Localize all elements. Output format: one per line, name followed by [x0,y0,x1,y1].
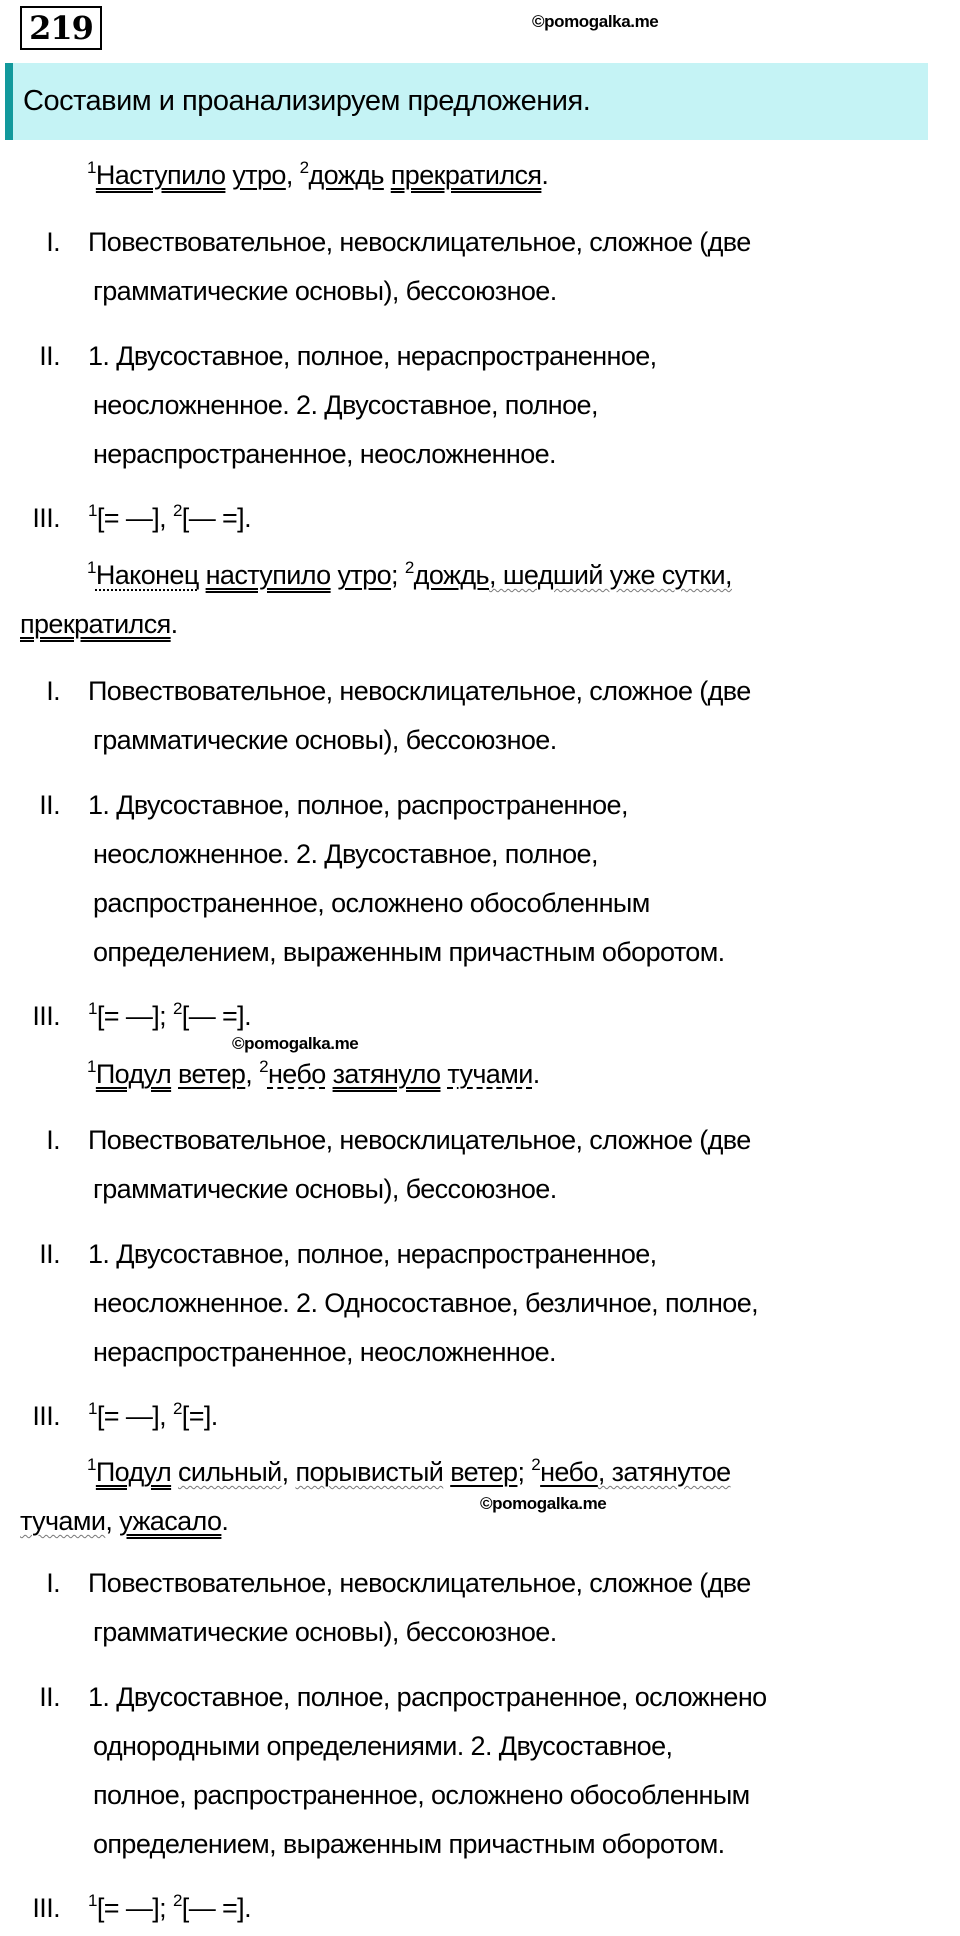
subject: утро [337,560,391,590]
attribute: сильный [178,1457,282,1487]
scheme-part: [— =]. [181,1001,251,1031]
predicate: Наступило [95,160,226,190]
subject: утро [232,160,286,190]
scheme-part: [— =]. [181,503,251,533]
scheme [88,1893,251,1924]
predicate: Подул [95,1457,172,1487]
roman-label: III. [32,503,60,533]
attribute: порывистый [295,1457,444,1487]
analysis-line: грамматические основы), бессоюзное. [93,276,557,306]
sentence-3 [87,1059,540,1090]
analysis-line: неосложненное. 2. Двусоставное, полное, [93,839,598,869]
analysis-line: грамматические основы), бессоюзное. [93,1617,557,1647]
sentence-1 [87,160,548,191]
predicate: прекратился [390,160,542,190]
object: небо [267,1059,326,1089]
punct: . [221,1506,229,1536]
scheme-part: [=]. [181,1401,218,1431]
roman-label: I. [46,1568,60,1598]
analysis-line: полное, распространенное, осложнено обособленным [93,1780,750,1810]
sentence-2 [87,560,732,591]
clause-number: 1 [88,501,97,520]
analysis-line: Повествовательное, невосклицательное, сложное (две [88,1125,751,1155]
analysis-line: определением, выраженным причастным оборотом. [93,937,725,967]
scheme-part: [— =]. [181,1893,251,1923]
punct: . [532,1059,540,1089]
adverbial: Наконец [95,560,199,590]
punct: , [245,1059,260,1089]
analysis-line: распространенное, осложнено обособленным [93,888,650,918]
analysis-line: Повествовательное, невосклицательное, сложное (две [88,1568,751,1598]
analysis-line: грамматические основы), бессоюзное. [93,1174,557,1204]
object: тучами [447,1059,533,1089]
subject: небо [540,1457,598,1487]
watermark: ©pomogalka.me [232,1034,359,1053]
predicate: прекратился [20,609,171,639]
clause-number: 2 [172,501,182,520]
analysis-line: Повествовательное, невосклицательное, сложное (две [88,227,751,257]
scheme-part: [= —], [96,503,173,533]
punct: ; [391,560,405,590]
analysis-line: 1. Двусоставное, полное, распространенное, осложнено [88,1682,767,1712]
clause-number: 1 [88,999,97,1018]
analysis-line: однородными определениями. 2. Двусоставное, [93,1731,673,1761]
punct: , [285,160,293,190]
roman-label: III. [32,1001,60,1031]
subject: ветер [450,1457,518,1487]
clause-number: 1 [87,158,96,177]
clause-number: 1 [88,1891,97,1910]
participial-phrase: , шедший уже сутки, [489,560,732,590]
analysis-line: 1. Двусоставное, полное, нераспространенное, [88,341,657,371]
clause-number: 2 [172,1399,182,1418]
watermark: ©pomogalka.me [532,12,659,31]
analysis-line: грамматические основы), бессоюзное. [93,725,557,755]
clause-number: 2 [404,558,414,577]
clause-number: 2 [172,999,182,1018]
clause-number: 2 [531,1455,541,1474]
punct: . [541,160,549,190]
instruction-banner [5,63,928,140]
analysis-line: 1. Двусоставное, полное, распространенное, [88,790,628,820]
analysis-line: неосложненное. 2. Односоставное, безличное, полное, [93,1288,759,1318]
banner-stripe [5,63,13,140]
sentence-4-cont [20,1506,228,1537]
subject: дождь [308,160,384,190]
participial-phrase: тучами [20,1506,106,1536]
watermark: ©pomogalka.me [480,1494,607,1513]
roman-label: II. [39,1682,60,1712]
analysis-line: нераспространенное, неосложненное. [93,439,556,469]
clause-number: 2 [172,1891,182,1910]
scheme-part: [= —], [96,1401,173,1431]
participial-phrase: , затянутое [597,1457,731,1487]
scheme-part: [= —]; [96,1893,173,1923]
instruction-text: Составим и проанализируем предложения. [23,85,591,117]
subject: ветер [178,1059,246,1089]
roman-label: I. [46,1125,60,1155]
roman-label: II. [39,341,60,371]
roman-label: III. [32,1401,60,1431]
punct: , [281,1457,296,1487]
roman-label: I. [46,227,60,257]
punct: , [105,1506,120,1536]
predicate: Подул [95,1059,172,1089]
analysis-line: Повествовательное, невосклицательное, сложное (две [88,676,751,706]
clause-number: 2 [259,1057,268,1076]
roman-label: I. [46,676,60,706]
scheme-part: [= —]; [96,1001,173,1031]
analysis-line: неосложненное. 2. Двусоставное, полное, [93,390,598,420]
clause-number: 1 [88,1399,97,1418]
sentence-2-cont [20,609,178,640]
roman-label: II. [39,790,60,820]
scheme [88,503,251,534]
predicate: ужасало [119,1506,222,1536]
task-number: 219 [20,6,102,50]
punct: . [170,609,178,639]
analysis-line: 1. Двусоставное, полное, нераспространенное, [88,1239,657,1269]
clause-number: 1 [87,558,96,577]
subject: дождь [413,560,490,590]
scheme [88,1001,251,1032]
scheme [88,1401,218,1432]
sentence-4 [87,1457,731,1488]
clause-number: 1 [87,1455,96,1474]
roman-label: III. [32,1893,60,1923]
roman-label: II. [39,1239,60,1269]
clause-number: 2 [299,158,309,177]
punct: ; [517,1457,532,1487]
predicate: затянуло [332,1059,441,1089]
clause-number: 1 [87,1057,96,1076]
predicate: наступило [205,560,331,590]
analysis-line: определением, выраженным причастным оборотом. [93,1829,725,1859]
analysis-line: нераспространенное, неосложненное. [93,1337,556,1367]
